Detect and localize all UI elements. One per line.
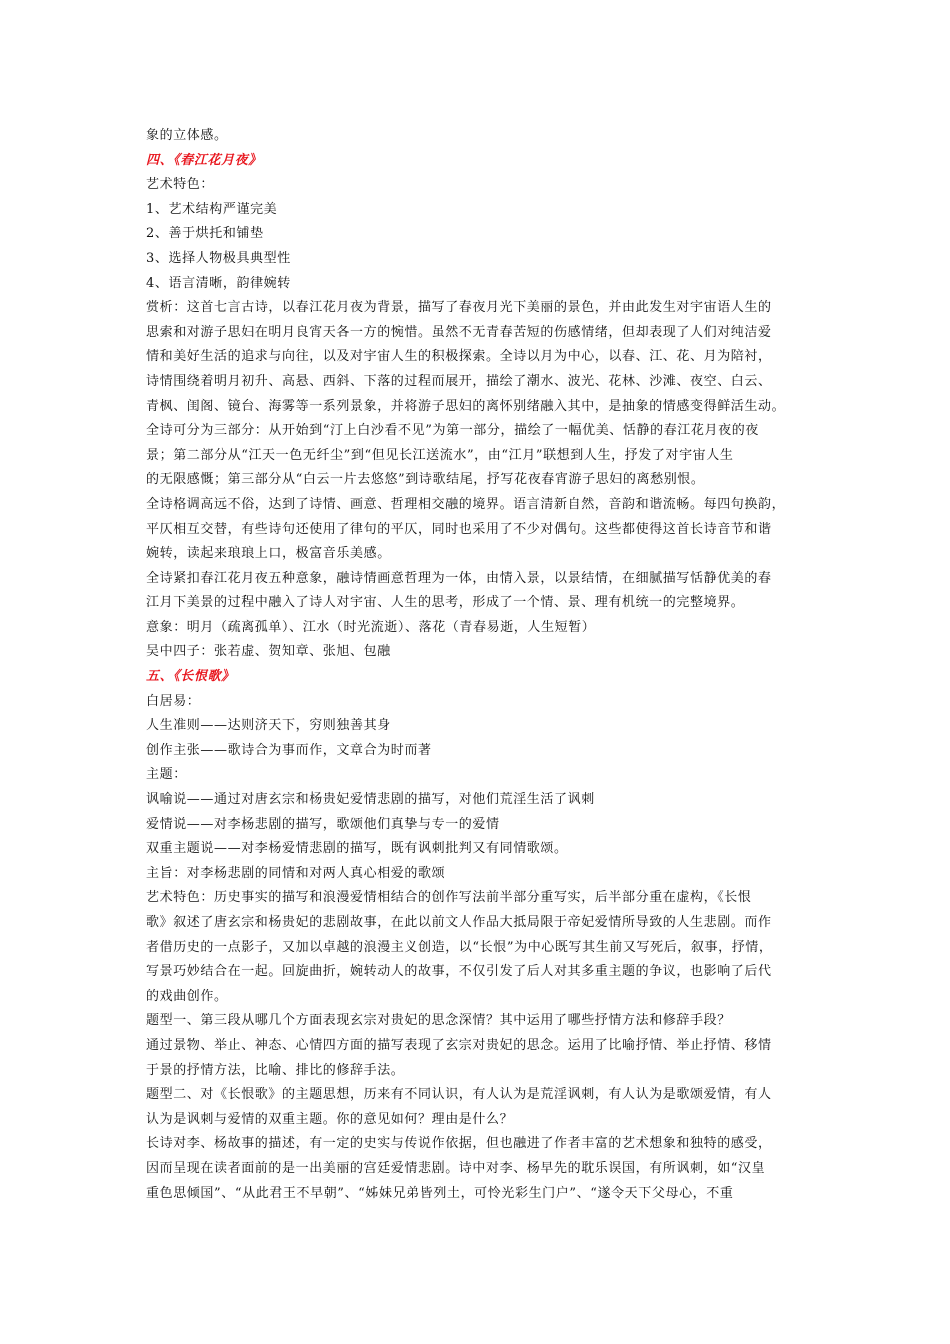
section-heading-5: 五、《长恨歌》 <box>146 669 235 685</box>
art-feature-line: 者借历史的一点影子，又加以卓越的浪漫主义创造，以“长恨”为中心既写其生前又写死后，叙事，抒情， <box>146 939 773 955</box>
document-page <box>146 124 810 1206</box>
style-line: 全诗格调高远不俗，达到了诗情、画意、哲理相交融的境界。语言清新自然，音韵和谐流畅。每四句换韵， <box>146 496 786 512</box>
feature-item: 1、艺术结构严谨完美 <box>146 201 278 217</box>
section-heading-4: 四、《春江花月夜》 <box>146 152 262 168</box>
theme-item: 讽喻说——通过对唐玄宗和杨贵妃爱情悲剧的描写，对他们荒淫生活了讽刺 <box>146 792 595 808</box>
intro-tail: 象的立体感。 <box>146 128 228 143</box>
style-line: 平仄相互交替，有些诗句还使用了律句的平仄，同时也采用了不少对偶句。这些都使得这首长诗音节和谐 <box>146 521 772 537</box>
structure-line: 的无限感慨；第三部分从“白云一片去悠悠”到诗歌结尾，抒写花夜春宵游子思妇的离愁别恨。 <box>146 472 705 488</box>
appreciation-line: 青枫、闺阁、镜台、海雾等一系列景象，并将游子思妇的离怀别绪融入其中，是抽象的情感变得鲜活生动。 <box>146 398 786 414</box>
principle-line: 人生准则——达则济天下，穷则独善其身 <box>146 718 391 734</box>
appreciation-line: 诗情围绕着明月初升、高悬、西斜、下落的过程而展开，描绘了潮水、波光、花林、沙滩、夜空、白云、 <box>146 373 772 389</box>
main-idea-line: 主旨：对李杨悲剧的同情和对两人真心相爱的歌颂 <box>146 865 446 881</box>
structure-line: 全诗可分为三部分：从开始到“汀上白沙看不见”为第一部分，描绘了一幅优美、恬静的春江花月夜的夜 <box>146 423 759 439</box>
summary-line: 全诗紧扣春江花月夜五种意象，融诗情画意哲理为一体，由情入景，以景结情，在细腻描写恬静优美的春 <box>146 570 772 586</box>
answer-2-line: 重色思倾国”、“从此君王不早朝”、“姊妹兄弟皆列土，可怜光彩生门户”、“遂令天下父母心，不重 <box>146 1185 734 1201</box>
theme-label: 主题： <box>146 767 187 783</box>
style-line: 婉转，读起来琅琅上口，极富音乐美感。 <box>146 546 391 562</box>
author-label: 白居易： <box>146 693 201 709</box>
answer-1-line: 通过景物、举止、神态、心情四方面的描写表现了玄宗对贵妃的思念。运用了比喻抒情、举止抒情、移情 <box>146 1037 772 1053</box>
art-feature-line: 艺术特色：历史事实的描写和浪漫爱情相结合的创作写法前半部分重写实，后半部分重在虚构，《长恨 <box>146 890 752 906</box>
art-feature-line: 写景巧妙结合在一起。回旋曲折，婉转动人的故事，不仅引发了后人对其多重主题的争议，也影响了后代 <box>146 964 772 980</box>
imagery-line: 意象：明月（疏离孤单）、江水（时光流逝）、落花（青春易逝，人生短暂） <box>146 619 596 635</box>
appreciation-line: 赏析：这首七言古诗，以春江花月夜为背景，描写了春夜月光下美丽的景色，并由此发生对宇宙语人生的 <box>146 300 772 316</box>
feature-item: 2、善于烘托和铺垫 <box>146 226 264 242</box>
feature-item: 3、选择人物极具典型性 <box>146 250 291 266</box>
structure-line: 景；第二部分从“江天一色无纤尘”到“但见长江送流水”，由“江月”联想到人生，抒发了对宇宙人生 <box>146 447 734 463</box>
wuzhong-line: 吴中四子：张若虚、贺知章、张旭、包融 <box>146 644 391 660</box>
theme-item: 爱情说——对李杨悲剧的描写，歌颂他们真挚与专一的爱情 <box>146 816 500 832</box>
art-features-label: 艺术特色： <box>146 177 215 193</box>
appreciation-line: 思索和对游子思妇在明月良宵天各一方的惋惜。虽然不无青春苦短的伤感情绪，但却表现了人们对纯洁爱 <box>146 324 772 340</box>
answer-2-line: 长诗对李、杨故事的描述，有一定的史实与传说作依据，但也融进了作者丰富的艺术想象和独特的感受， <box>146 1136 772 1152</box>
appreciation-line: 情和美好生活的追求与向往，以及对宇宙人生的积极探索。全诗以月为中心，以春、江、花、月为陪衬， <box>146 349 772 365</box>
question-1: 题型一、第三段从哪几个方面表现玄宗对贵妃的思念深情？其中运用了哪些抒情方法和修辞手段？ <box>146 1013 731 1029</box>
question-2-line: 题型二、对《长恨歌》的主题思想，历来有不同认识，有人认为是荒淫讽刺，有人认为是歌颂爱情，有人 <box>146 1087 772 1103</box>
art-feature-line: 的戏曲创作。 <box>146 988 228 1004</box>
art-feature-line: 歌》叙述了唐玄宗和杨贵妃的悲剧故事，在此以前文人作品大抵局限于帝妃爱情所导致的人生悲剧。而作 <box>146 915 772 930</box>
creation-line: 创作主张——歌诗合为事而作，文章合为时而著 <box>146 742 432 758</box>
answer-2-line: 因而呈现在读者面前的是一出美丽的宫廷爱情悲剧。诗中对李、杨早先的耽乐误国，有所讽刺，如“汉皇 <box>146 1160 766 1176</box>
feature-item: 4、语言清晰，韵律婉转 <box>146 275 291 291</box>
summary-line: 江月下美景的过程中融入了诗人对宇宙、人生的思考，形成了一个情、景、理有机统一的完整境界。 <box>146 595 745 611</box>
theme-item: 双重主题说——对李杨爱情悲剧的描写，既有讽刺批判又有同情歌颂。 <box>146 841 568 857</box>
question-2-line: 认为是讽刺与爱情的双重主题。你的意见如何？理由是什么？ <box>146 1111 514 1127</box>
answer-1-line: 于景的抒情方法，比喻、排比的修辞手法。 <box>146 1062 405 1078</box>
